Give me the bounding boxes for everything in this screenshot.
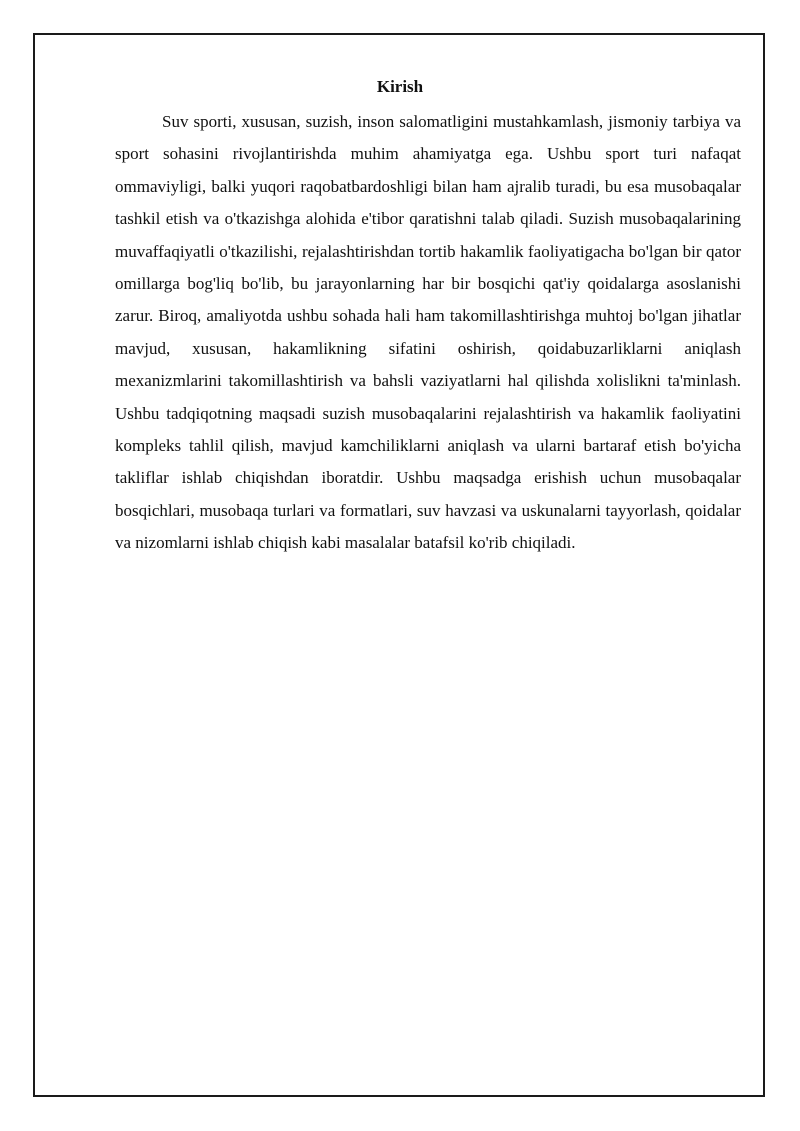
body-paragraph: Suv sporti, xususan, suzish, inson salomatligini mustahkamlash, jismoniy tarbiya va sport sohasini rivojlantirishda muhim ahamiyatga ega. Ushbu sport turi nafaqat ommaviyligi, balki yuqori raqobatbardoshligi bilan ham ajralib turadi, bu esa musobaqalar tashkil etish va o'tkazishga alohida e'tibor qaratishni talab qiladi. Suzish musobaqalarining muvaffaqiyatli o'tkazilishi, rejalashtirishdan tortib hakamlik faoliyatigacha bo'lgan bir qator omillarga bog'liq bo'lib, bu jarayonlarning har bir bosqichi qat'iy qoidalarga asoslanishi zarur. Biroq, amaliyotda ushbu sohada hali ham takomillashtirishga muhtoj bo'lgan jihatlar mavjud, xususan, hakamlikning sifatini oshirish, qoidabuzarliklarni aniqlash mexanizmlarini takomillashtirish va bahsli vaziyatlarni hal qilishda xolislikni ta'minlash. Ushbu tadqiqotning maqsadi suzish musobaqalarini rejalashtirish va hakamlik faoliyatini kompleks tahlil qilish, mavjud kamchiliklarni aniqlash va ularni bartaraf etish bo'yicha takliflar ishlab chiqishdan iboratdir. Ushbu maqsadga erishish uchun musobaqalar bosqichlari, musobaqa turlari va formatlari, suv havzasi va uskunalarni tayyorlash, qoidalar va nizomlarni ishlab chiqish kabi masalalar batafsil ko'rib chiqiladi. <box>115 112 741 553</box>
section-heading: Kirish <box>376 77 424 96</box>
